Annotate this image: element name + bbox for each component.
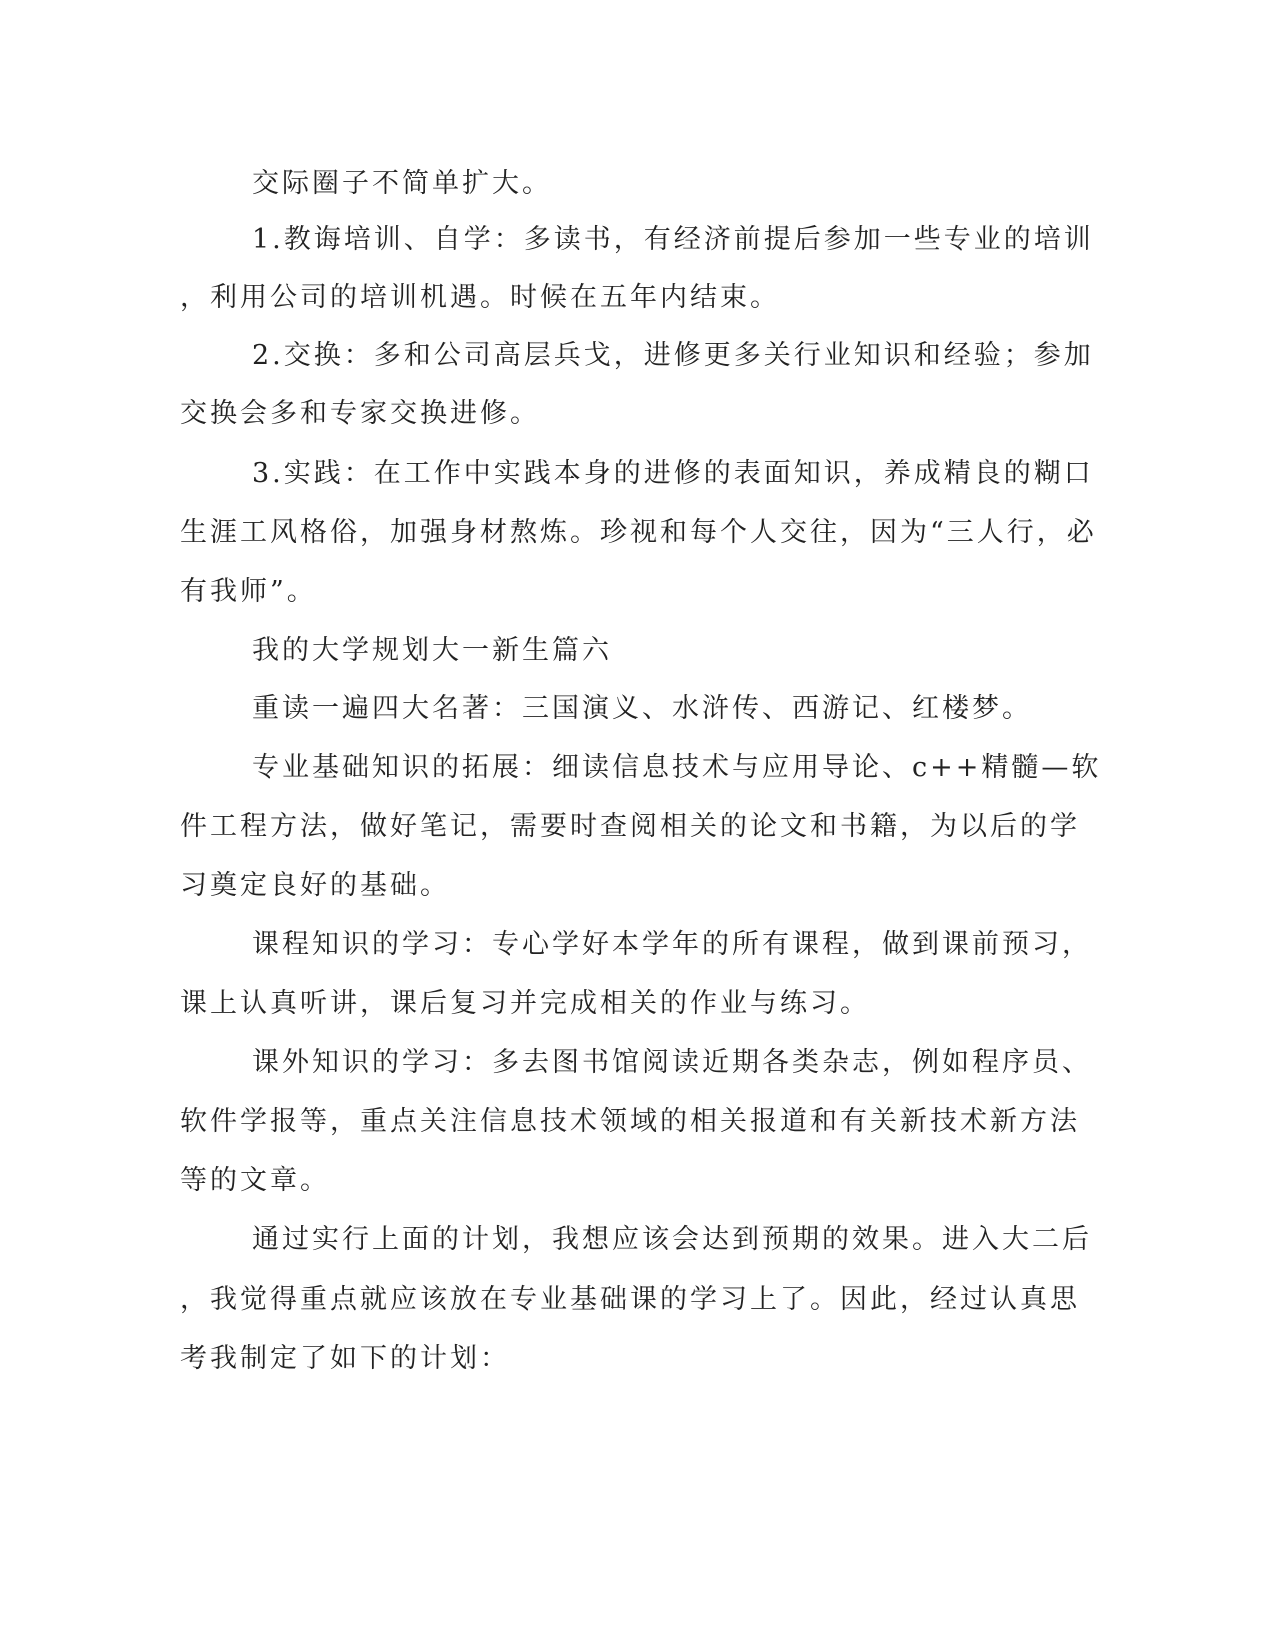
text-line: ，利用公司的培训机遇。时候在五年内结束。	[180, 282, 780, 313]
text-line: 软件学报等，重点关注信息技术领域的相关报道和有关新技术新方法	[180, 1106, 1080, 1137]
section-heading: 我的大学规划大一新生篇六	[252, 635, 612, 666]
text-line: 3.实践：在工作中实践本身的进修的表面知识，养成精良的糊口	[252, 458, 1094, 489]
text-line: 通过实行上面的计划，我想应该会达到预期的效果。进入大二后	[252, 1224, 1092, 1255]
text-line: ，我觉得重点就应该放在专业基础课的学习上了。因此，经过认真思	[180, 1284, 1080, 1315]
text-line: 等的文章。	[180, 1165, 330, 1196]
text-line: 交换会多和专家交换进修。	[180, 398, 540, 429]
text-line: 课外知识的学习：多去图书馆阅读近期各类杂志，例如程序员、	[252, 1047, 1092, 1078]
text-line: 习奠定良好的基础。	[180, 870, 450, 901]
text-line: 交际圈子不简单扩大。	[252, 168, 552, 199]
text-line: 专业基础知识的拓展：细读信息技术与应用导论、c++精髓—软	[252, 752, 1102, 783]
text-line: 有我师”。	[180, 576, 317, 607]
text-line: 考我制定了如下的计划：	[180, 1343, 510, 1374]
text-line: 生涯工风格俗，加强身材熬炼。珍视和每个人交往，因为“三人行，必	[180, 517, 1097, 548]
text-line: 1.教诲培训、自学：多读书，有经济前提后参加一些专业的培训	[252, 224, 1094, 255]
text-line: 2.交换：多和公司高层兵戈，进修更多关行业知识和经验；参加	[252, 340, 1094, 371]
text-line: 课程知识的学习：专心学好本学年的所有课程，做到课前预习，	[252, 929, 1092, 960]
text-line: 重读一遍四大名著：三国演义、水浒传、西游记、红楼梦。	[252, 693, 1032, 724]
text-line: 课上认真听讲，课后复习并完成相关的作业与练习。	[180, 988, 870, 1019]
text-line: 件工程方法，做好笔记，需要时查阅相关的论文和书籍，为以后的学	[180, 811, 1080, 842]
